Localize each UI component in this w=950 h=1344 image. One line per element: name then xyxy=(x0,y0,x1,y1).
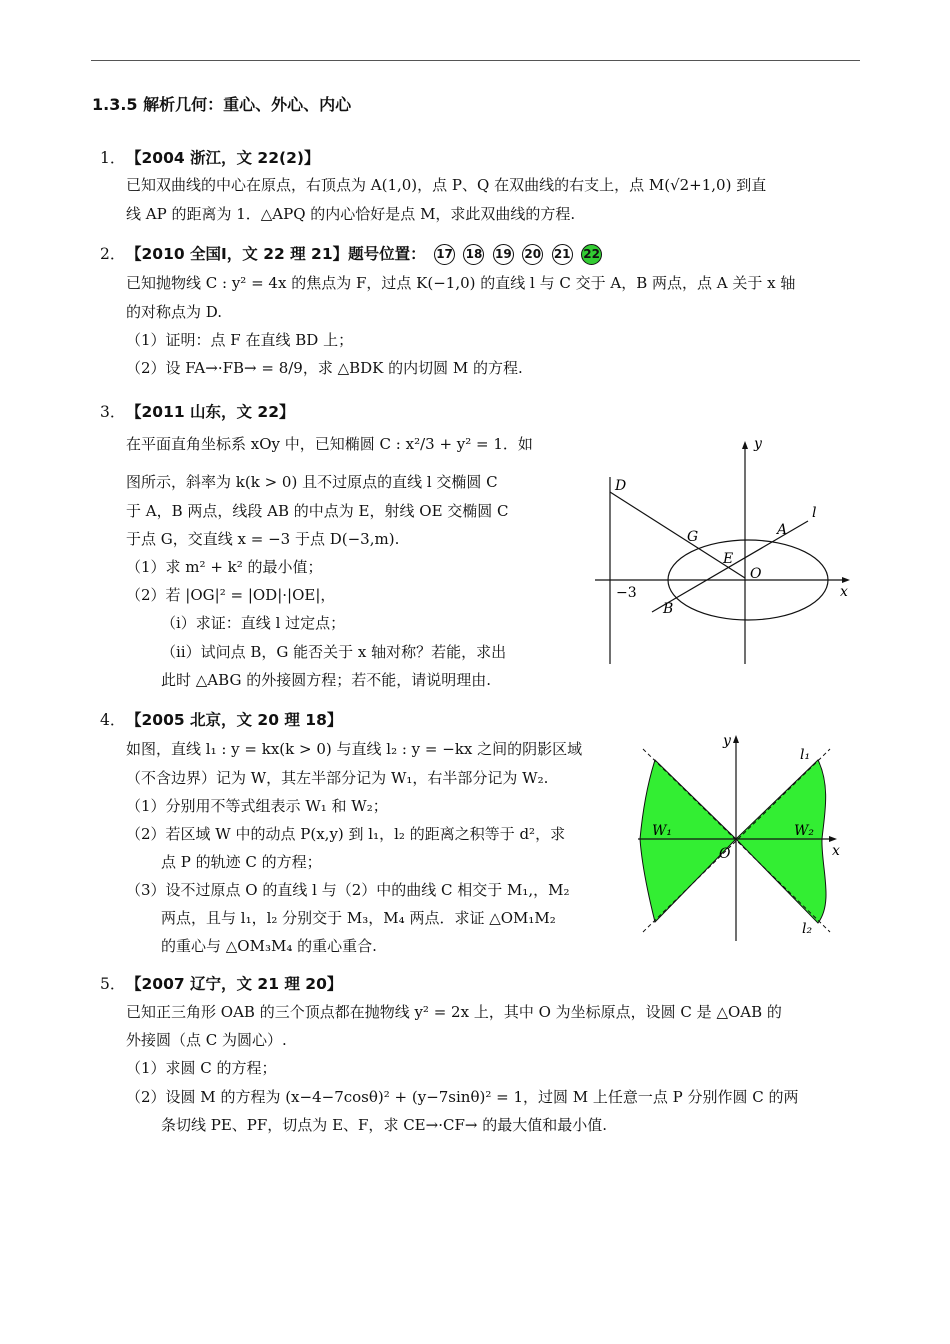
problem-2-header xyxy=(126,242,602,265)
region-w1 xyxy=(640,760,736,922)
problem-4-part-2: （2）若区域 W 中的动点 P(x,y) 到 l₁，l₂ 的距离之积等于 d²，求 xyxy=(126,825,566,843)
problem-2-line-2: 的对称点为 D. xyxy=(126,303,223,321)
position-mark-19: 19 xyxy=(493,244,514,265)
fig3-label-b: B xyxy=(663,601,674,617)
position-mark-18: 18 xyxy=(463,244,484,265)
problem-3-part-2: （2）若 |OG|² = |OD|·|OE|， xyxy=(126,586,336,604)
fig4-label-w1: W₁ xyxy=(652,823,673,839)
position-mark-22-selected: 22 xyxy=(581,244,602,265)
problem-3-part-1: （1）求 m² + k² 的最小值； xyxy=(126,558,323,576)
position-mark-17: 17 xyxy=(434,244,455,265)
fig3-label-l: l xyxy=(812,505,817,521)
position-mark-21: 21 xyxy=(552,244,573,265)
fig4-label-l2: l₂ xyxy=(802,921,813,937)
problem-1-line-2: 线 AP 的距离为 1．△APQ 的内心恰好是点 M，求此双曲线的方程. xyxy=(126,205,576,223)
problem-1-number: 1． xyxy=(100,149,126,167)
problem-5-part-2-cont: 条切线 PE、PF，切点为 E、F，求 CE→·CF→ 的最大值和最小值. xyxy=(161,1116,607,1134)
fig3-label-g: G xyxy=(687,529,699,545)
problem-3-header: 【2011 山东，文 22】 xyxy=(126,403,295,421)
fig3-label-neg3: −3 xyxy=(616,585,637,601)
fig4-label-o: O xyxy=(719,846,731,862)
problem-2-part-1: （1）证明：点 F 在直线 BD 上； xyxy=(126,331,354,349)
header-rule xyxy=(91,60,860,61)
fig3-label-o: O xyxy=(750,566,762,582)
problem-3-line-1: 在平面直角坐标系 xOy 中，已知椭圆 C : x²/3 + y² = 1．如 xyxy=(126,435,533,453)
problem-3-part-2-ii: （ⅱ）试问点 B，G 能否关于 x 轴对称？若能，求出 xyxy=(161,643,507,661)
problem-5-part-1: （1）求圆 C 的方程； xyxy=(126,1059,277,1077)
section-title: 1.3.5 解析几何：重心、外心、内心 xyxy=(92,95,352,114)
problem-4-part-3: （3）设不过原点 O 的直线 l 与（2）中的曲线 C 相交于 M₁,，M₂ xyxy=(126,881,570,899)
x-axis-arrow xyxy=(829,836,837,842)
problem-3-number: 3． xyxy=(100,403,126,421)
problem-3-line-2: 图所示，斜率为 k(k > 0) 且不过原点的直线 l 交椭圆 C xyxy=(126,473,498,491)
fig4-label-y: y xyxy=(723,733,731,749)
problem-4-line-2: （不含边界）记为 W，其左半部分记为 W₁，右半部分记为 W₂. xyxy=(126,769,549,787)
fig3-label-x: x xyxy=(840,584,848,600)
fig3-label-a: A xyxy=(777,522,788,538)
fig4-label-w2: W₂ xyxy=(794,823,815,839)
problem-4-part-3-cont-2: 的重心与 △OM₃M₄ 的重心重合. xyxy=(161,937,377,955)
y-axis-arrow xyxy=(733,735,739,743)
problem-2-part-2: （2）设 FA→·FB→ = 8/9，求 △BDK 的内切圆 M 的方程. xyxy=(126,359,523,377)
x-axis-arrow xyxy=(842,577,850,583)
problem-5-line-1: 已知正三角形 OAB 的三个顶点都在抛物线 y² = 2x 上，其中 O 为坐标原点，设圆 C 是 △OAB 的 xyxy=(126,1003,782,1021)
position-mark-20: 20 xyxy=(522,244,543,265)
problem-4-number: 4． xyxy=(100,711,126,729)
problem-2-number: 2． xyxy=(100,245,126,263)
problem-2-line-1: 已知抛物线 C : y² = 4x 的焦点为 F，过点 K(−1,0) 的直线 l 与 C 交于 A，B 两点，点 A 关于 x 轴 xyxy=(126,274,796,292)
fig3-label-e: E xyxy=(723,551,734,567)
problem-4-part-1: （1）分别用不等式组表示 W₁ 和 W₂； xyxy=(126,797,388,815)
fig4-label-x: x xyxy=(832,843,840,859)
region-w-figure xyxy=(628,727,850,945)
problem-1-line-1: 已知双曲线的中心在原点，右顶点为 A(1,0)，点 P、Q 在双曲线的右支上，点 M(√2+1,0) 到直 xyxy=(126,176,767,194)
y-axis-arrow xyxy=(742,441,748,449)
region-w2 xyxy=(736,760,826,923)
problem-5-part-2: （2）设圆 M 的方程为 (x−4−7cosθ)² + (y−7sinθ)² = 1，过圆 M 上任意一点 P 分别作圆 C 的两 xyxy=(126,1088,799,1106)
problem-4-header: 【2005 北京，文 20 理 18】 xyxy=(126,711,343,729)
problem-3-line-4: 于点 G，交直线 x = −3 于点 D(−3,m). xyxy=(126,530,400,548)
problem-1-header: 【2004 浙江，文 22(2)】 xyxy=(126,149,320,167)
fig4-label-l1: l₁ xyxy=(800,747,811,763)
problem-5-number: 5． xyxy=(100,975,126,993)
fig3-label-y: y xyxy=(754,436,762,452)
problem-3-part-2-i: （ⅰ）求证：直线 l 过定点； xyxy=(161,614,346,632)
problem-5-header: 【2007 辽宁，文 21 理 20】 xyxy=(126,975,343,993)
ellipse-figure xyxy=(590,432,860,667)
problem-4-part-3-cont-1: 两点，且与 l₁，l₂ 分别交于 M₃，M₄ 两点．求证 △OM₁M₂ xyxy=(161,909,556,927)
fig3-label-d: D xyxy=(615,478,627,494)
problem-4-line-1: 如图，直线 l₁ : y = kx(k > 0) 与直线 l₂ : y = −kx 之间的阴影区域 xyxy=(126,740,583,758)
problem-5-line-2: 外接圆（点 C 为圆心）. xyxy=(126,1031,287,1049)
problem-2-header-text: 【2010 全国Ⅰ，文 22 理 21】题号位置： xyxy=(126,245,426,263)
problem-3-line-3: 于 A，B 两点，线段 AB 的中点为 E，射线 OE 交椭圆 C xyxy=(126,502,509,520)
problem-4-part-2-cont: 点 P 的轨迹 C 的方程； xyxy=(161,853,322,871)
problem-3-part-2-ii-cont: 此时 △ABG 的外接圆方程；若不能，请说明理由. xyxy=(161,671,491,689)
